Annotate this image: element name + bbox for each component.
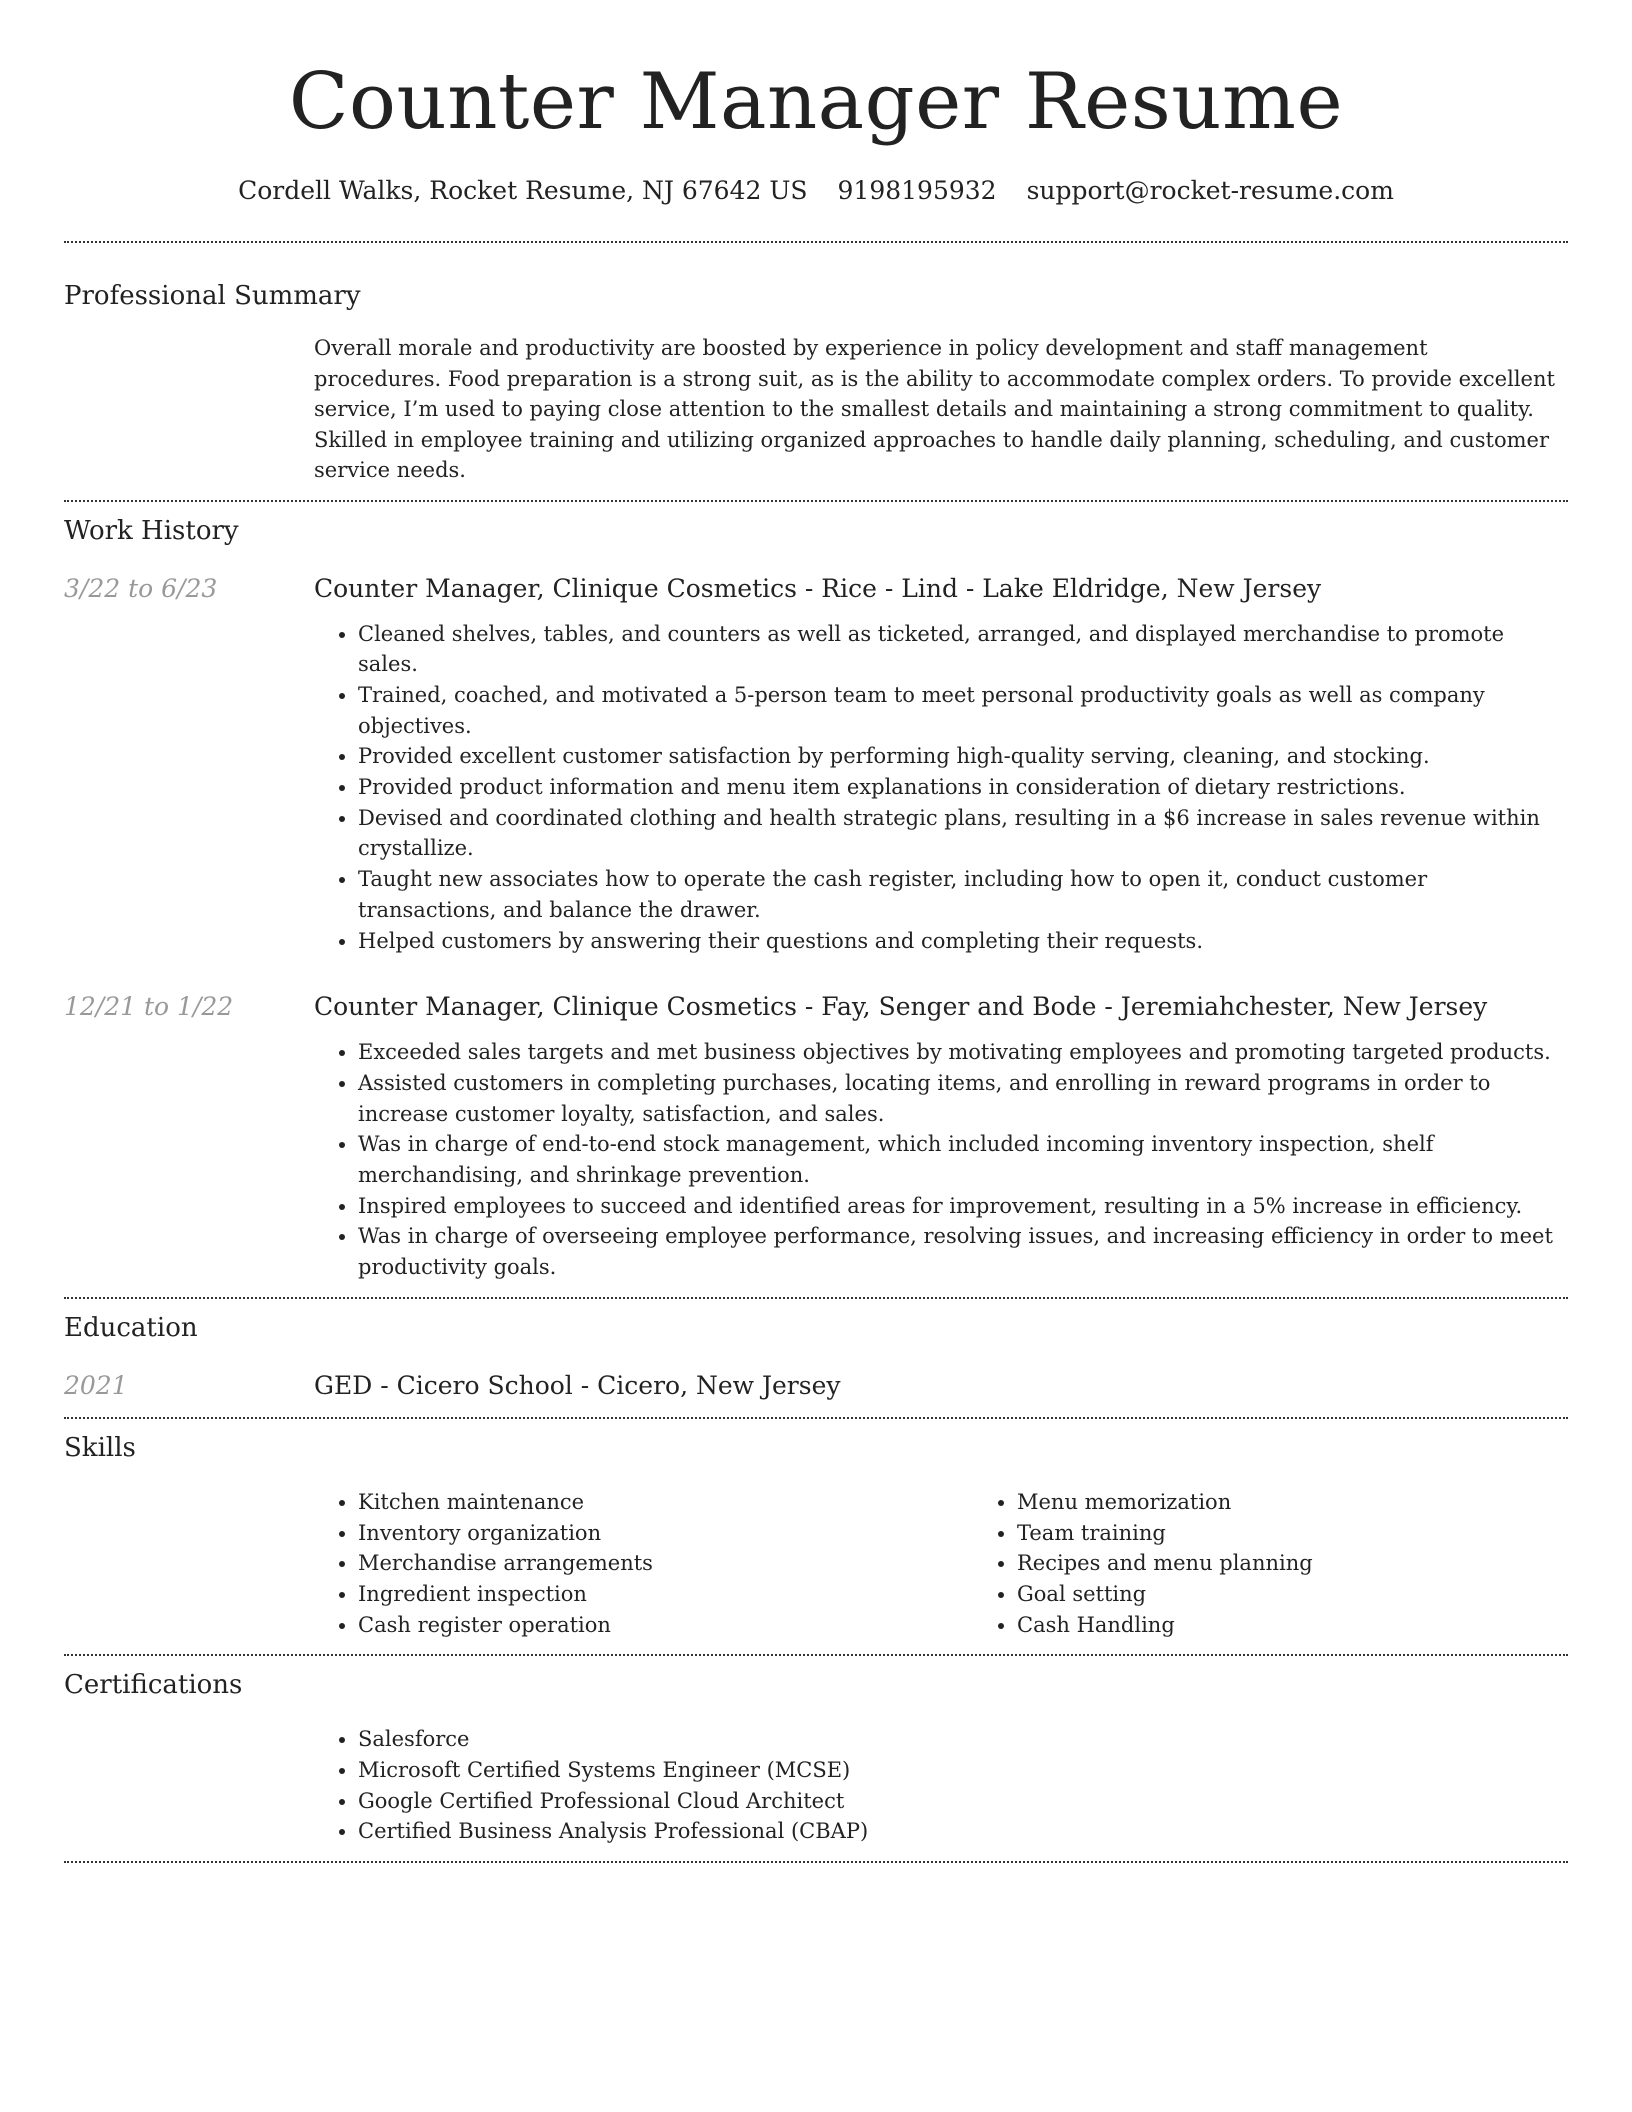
job-title: Counter Manager, Clinique Cosmetics - Fay, Senger and Bode - Jeremiahchester, New Jersey: [314, 992, 1488, 1022]
summary-heading: Professional Summary: [64, 281, 361, 311]
contact-address: Cordell Walks, Rocket Resume, NJ 67642 US: [238, 176, 808, 205]
list-item: • Inspired employees to succeed and identified areas for improvement, resulting in a 5% increase in efficiency.: [358, 1191, 1568, 1222]
list-item: • Helped customers by answering their questions and completing their requests.: [358, 926, 1568, 957]
list-item: • Team training: [1017, 1518, 1632, 1549]
job-dates: 3/22 to 6/23: [64, 573, 218, 603]
summary-text: Overall morale and productivity are boosted by experience in policy development and staff management procedures. Food preparation is a strong suit, as is the ability to accommodate complex orders. To provide excellent service, I’m used to paying close attention to the smallest details and maintaining a strong commitment to quality. Skilled in employee training and utilizing organized approaches to handle daily planning, scheduling, and customer service needs.: [314, 336, 1555, 482]
education-year: 2021: [64, 1370, 128, 1400]
list-item: • Merchandise arrangements: [358, 1548, 973, 1579]
divider: [64, 1861, 1568, 1863]
certifications-list: [314, 1724, 1568, 1847]
summary-spacer: [64, 333, 314, 486]
list-item: • Google Certified Professional Cloud Architect: [358, 1786, 1568, 1817]
list-item: • Microsoft Certified Systems Engineer (MCSE): [358, 1755, 1568, 1786]
job-entry: [64, 572, 1568, 957]
list-item: • Certified Business Analysis Professional (CBAP): [358, 1816, 1568, 1847]
skills-list-left: [314, 1487, 973, 1641]
list-item: • Trained, coached, and motivated a 5-person team to meet personal productivity goals as well as company objectives.: [358, 680, 1568, 741]
list-item: • Was in charge of end-to-end stock management, which included incoming inventory inspection, shelf merchandising, and shrinkage prevention.: [358, 1129, 1568, 1190]
certifications-section: [64, 1656, 1568, 1861]
summary-section: [64, 243, 1568, 500]
list-item: • Provided product information and menu item explanations in consideration of dietary restrictions.: [358, 772, 1568, 803]
list-item: • Devised and coordinated clothing and health strategic plans, resulting in a $6 increase in sales revenue within crystallize.: [358, 803, 1568, 864]
list-item: • Kitchen maintenance: [358, 1487, 973, 1518]
work-history-heading: Work History: [64, 515, 239, 546]
job-dates: 12/21 to 1/22: [64, 992, 234, 1022]
certifications-spacer: [64, 1724, 314, 1847]
list-item: • Cash Handling: [1017, 1610, 1632, 1641]
certifications-heading: Certifications: [64, 1670, 243, 1701]
contact-line: [64, 174, 1568, 208]
skills-list-right: [973, 1487, 1632, 1641]
list-item: • Cash register operation: [358, 1610, 973, 1641]
list-item: • Recipes and menu planning: [1017, 1548, 1632, 1579]
list-item: • Was in charge of overseeing employee performance, resolving issues, and increasing efficiency in order to meet productivity goals.: [358, 1221, 1568, 1282]
skills-spacer: [64, 1487, 314, 1641]
list-item: • Assisted customers in completing purchases, locating items, and enrolling in reward programs in order to increase customer loyalty, satisfaction, and sales.: [358, 1068, 1568, 1129]
list-item: • Ingredient inspection: [358, 1579, 973, 1610]
list-item: • Inventory organization: [358, 1518, 973, 1549]
contact-email: support@rocket-resume.com: [1026, 176, 1394, 205]
list-item: • Cleaned shelves, tables, and counters as well as ticketed, arranged, and displayed merchandise to promote sales.: [358, 619, 1568, 680]
job-entry: [64, 990, 1568, 1283]
job-bullets: [314, 619, 1568, 957]
list-item: • Menu memorization: [1017, 1487, 1632, 1518]
contact-phone: 9198195932: [837, 176, 997, 205]
job-title: Counter Manager, Clinique Cosmetics - Rice - Lind - Lake Eldridge, New Jersey: [314, 573, 1322, 603]
skills-heading: Skills: [64, 1432, 136, 1463]
list-item: • Goal setting: [1017, 1579, 1632, 1610]
education-entry: GED - Cicero School - Cicero, New Jersey: [314, 1370, 841, 1400]
list-item: • Salesforce: [358, 1724, 1568, 1755]
list-item: • Exceeded sales targets and met business objectives by motivating employees and promoting targeted products.: [358, 1037, 1568, 1068]
job-bullets: [314, 1037, 1568, 1283]
list-item: • Provided excellent customer satisfaction by performing high-quality serving, cleaning, and stocking.: [358, 741, 1568, 772]
work-history-section: [64, 502, 1568, 1297]
education-section: [64, 1299, 1568, 1417]
skills-section: [64, 1419, 1568, 1655]
education-heading: Education: [64, 1312, 198, 1343]
resume-title: Counter Manager Resume: [288, 57, 1344, 147]
list-item: • Taught new associates how to operate the cash register, including how to open it, conduct customer transactions, and balance the drawer.: [358, 864, 1568, 925]
